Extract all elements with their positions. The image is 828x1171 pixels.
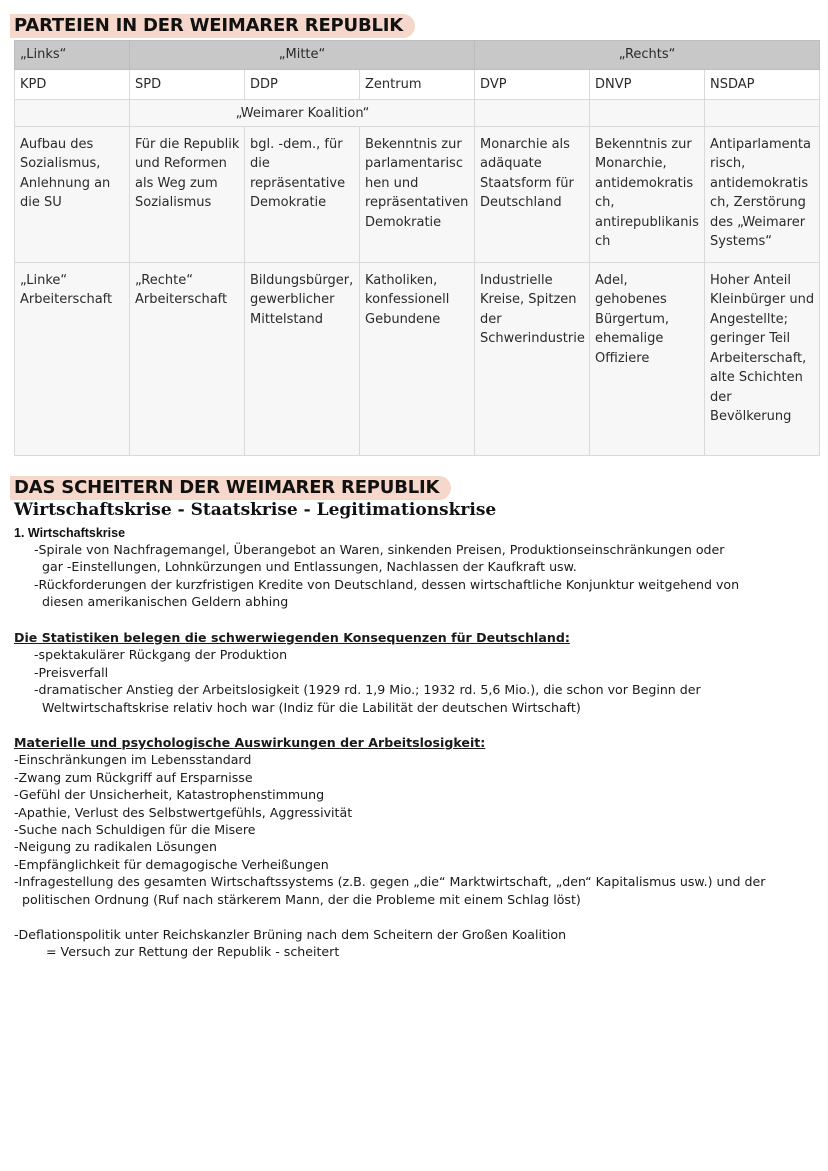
list-item-continuation: gar -Einstellungen, Lohnkürzungen und Entlassungen, Nachlassen der Kaufkraft usw. — [42, 559, 577, 575]
crisis-subtitle: Wirtschaftskrise - Staatskrise - Legitimationskrise — [14, 500, 497, 520]
list-item: -Zwang zum Rückgriff auf Ersparnisse — [14, 769, 253, 785]
list-item: -Gefühl der Unsicherheit, Katastrophenstimmung — [14, 787, 325, 803]
deflation-result: = Versuch zur Rettung der Republik - scheitert — [46, 944, 340, 960]
list-item: -Preisverfall — [34, 664, 109, 680]
list-item: -Rückforderungen der kurzfristigen Kredite von Deutschland, dessen wirtschaftliche Konjunktur weitgehend von — [34, 576, 740, 592]
party-goal: Monarchie als adäquate Staatsform für Deutschland — [475, 126, 590, 262]
group-right: „Rechts“ — [475, 41, 820, 70]
parties-table — [14, 40, 820, 456]
effects-heading: Materielle und psychologische Auswirkungen der Arbeitslosigkeit: — [14, 735, 486, 750]
list-item-continuation: Weltwirtschaftskrise relativ hoch war (Indiz für die Labilität der deutschen Wirtschaft) — [42, 699, 581, 715]
party-voters: Adel, gehobenes Bürgertum, ehemalige Offiziere — [590, 262, 705, 455]
party-name: DDP — [245, 69, 360, 99]
party-voters: „Rechte“ Arbeiterschaft — [130, 262, 245, 455]
list-item: -Apathie, Verlust des Selbstwertgefühls, Aggressivität — [14, 804, 353, 820]
table-row-goals — [15, 126, 820, 262]
list-item: -Suche nach Schuldigen für die Misere — [14, 822, 256, 838]
list-item-continuation: politischen Ordnung (Ruf nach stärkerem Mann, der die Probleme mit einem Schlag löst) — [22, 891, 581, 907]
empty-cell — [15, 99, 130, 126]
list-item: -Infragestellung des gesamten Wirtschaftssystems (z.B. gegen „die“ Marktwirtschaft, „den“ Kapitalismus usw.) und der — [14, 874, 766, 890]
group-center: „Mitte“ — [130, 41, 475, 70]
section-heading-failure: DAS SCHEITERN DER WEIMARER REPUBLIK — [10, 476, 451, 500]
list-item: -dramatischer Anstieg der Arbeitslosigkeit (1929 rd. 1,9 Mio.; 1932 rd. 5,6 Mio.), die schon vor Beginn der — [34, 682, 701, 698]
table-header-groups — [15, 41, 820, 70]
party-name: NSDAP — [705, 69, 820, 99]
point-heading-economic-crisis: 1. Wirtschaftskrise — [14, 526, 126, 540]
economic-crisis-list — [14, 541, 814, 611]
coalition-label: „Weimarer Koalition“ — [130, 99, 475, 126]
party-goal: Aufbau des Sozialismus, Anlehnung an die SU — [15, 126, 130, 262]
group-left: „Links“ — [15, 41, 130, 70]
list-item: -Neigung zu radikalen Lösungen — [14, 839, 217, 855]
section-heading-parties: PARTEIEN IN DER WEIMARER REPUBLIK — [10, 14, 415, 38]
table-row-voters — [15, 262, 820, 455]
party-name: SPD — [130, 69, 245, 99]
party-voters: Hoher Anteil Kleinbürger und Angestellte; geringer Teil Arbeiterschaft, alte Schichten der Bevölkerung — [705, 262, 820, 455]
empty-cell — [705, 99, 820, 126]
party-voters: Katholiken, konfessionell Gebundene — [360, 262, 475, 455]
party-name: Zentrum — [360, 69, 475, 99]
deflation-line: -Deflationspolitik unter Reichskanzler Brüning nach dem Scheitern der Großen Koalition — [14, 927, 567, 942]
party-goal: Bekenntnis zur Monarchie, antidemokratisch, antirepublikanisch — [590, 126, 705, 262]
list-item-continuation: diesen amerikanischen Geldern abhing — [42, 594, 289, 610]
empty-cell — [590, 99, 705, 126]
statistics-block — [14, 629, 814, 716]
table-row-coalition — [15, 99, 820, 126]
list-item: -spektakulärer Rückgang der Produktion — [34, 647, 288, 663]
party-name: DNVP — [590, 69, 705, 99]
party-name: DVP — [475, 69, 590, 99]
statistics-heading: Die Statistiken belegen die schwerwiegenden Konsequenzen für Deutschland: — [14, 630, 570, 645]
table-row-party-names — [15, 69, 820, 99]
party-goal: bgl. -dem., für die repräsentative Demokratie — [245, 126, 360, 262]
list-item: -Empfänglichkeit für demagogische Verheißungen — [14, 856, 329, 872]
party-name: KPD — [15, 69, 130, 99]
empty-cell — [475, 99, 590, 126]
effects-block — [14, 734, 814, 908]
deflation-block — [14, 926, 814, 961]
party-goal: Für die Republik und Reformen als Weg zum Sozialismus — [130, 126, 245, 262]
party-goal: Bekenntnis zur parlamentarischen und repräsentativen Demokratie — [360, 126, 475, 262]
list-item: -Einschränkungen im Lebensstandard — [14, 752, 252, 768]
party-goal: Antiparlamentarisch, antidemokratisch, Zerstörung des „Weimarer Systems“ — [705, 126, 820, 262]
party-voters: Bildungsbürger, gewerblicher Mittelstand — [245, 262, 360, 455]
list-item: -Spirale von Nachfragemangel, Überangebot an Waren, sinkenden Preisen, Produktionseinschränkungen oder — [34, 542, 725, 557]
party-voters: „Linke“ Arbeiterschaft — [15, 262, 130, 455]
party-voters: Industrielle Kreise, Spitzen der Schwerindustrie — [475, 262, 590, 455]
